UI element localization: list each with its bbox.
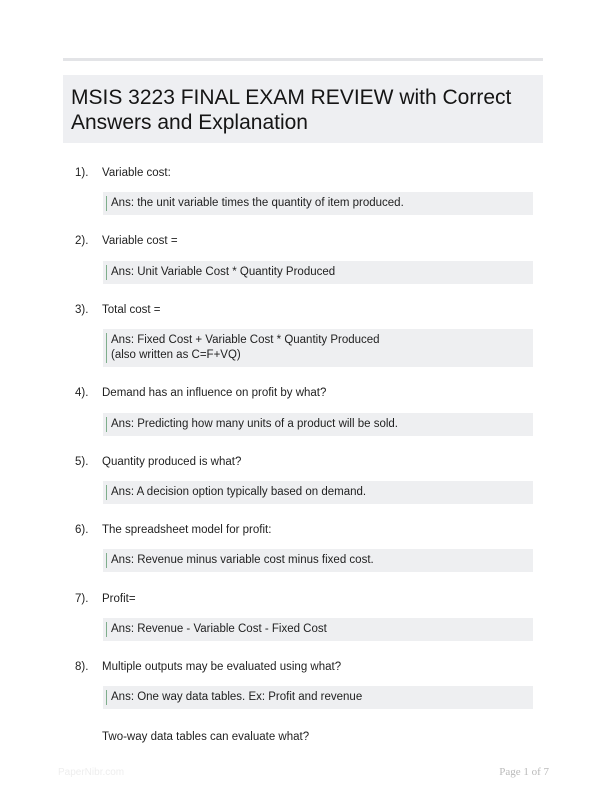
answer-box (103, 261, 533, 284)
top-divider (63, 58, 543, 61)
answer-box (103, 481, 533, 504)
answer-line: Ans: Revenue minus variable cost minus fixed cost. (111, 554, 374, 566)
document-title: MSIS 3223 FINAL EXAM REVIEW with Correct Answers and Explanation (71, 86, 512, 134)
answer-box (103, 329, 533, 367)
question-number: 5). (75, 456, 89, 468)
answer-line: Ans: Revenue - Variable Cost - Fixed Cost (111, 623, 327, 635)
question-number: 6). (75, 524, 89, 536)
question-number: 2). (75, 235, 89, 247)
answer-box (103, 549, 533, 572)
answer-line: Ans: Predicting how many units of a product will be sold. (111, 418, 399, 430)
answer-line: Ans: Fixed Cost + Variable Cost * Quantity Produced (111, 334, 380, 346)
title-banner (63, 75, 543, 143)
question-text: Demand has an influence on profit by what? (102, 387, 327, 399)
answer-line: Ans: Unit Variable Cost * Quantity Produced (111, 266, 336, 278)
page-indicator: Page 1 of 7 (499, 766, 549, 778)
question-text: Quantity produced is what? (102, 456, 242, 468)
answer-box (103, 192, 533, 215)
question-text: Two-way data tables can evaluate what? (102, 731, 310, 743)
question-number: 7). (75, 593, 89, 605)
question-text: Multiple outputs may be evaluated using what? (102, 661, 342, 673)
question-text: The spreadsheet model for profit: (102, 524, 272, 536)
answer-line: Ans: the unit variable times the quantity of item produced. (111, 197, 404, 209)
answer-line: (also written as C=F+VQ) (111, 349, 241, 361)
answer-box (103, 686, 533, 709)
question-text: Variable cost: (102, 167, 171, 179)
question-number: 3). (75, 304, 89, 316)
answer-line: Ans: One way data tables. Ex: Profit and revenue (111, 691, 363, 703)
question-number: 1). (75, 167, 89, 179)
footer-watermark: PaperNibr.com (58, 767, 125, 778)
answer-box (103, 618, 533, 641)
answer-box (103, 413, 533, 436)
question-number: 8). (75, 661, 89, 673)
answer-line: Ans: A decision option typically based on demand. (111, 486, 367, 498)
question-text: Total cost = (102, 304, 161, 316)
question-number: 4). (75, 387, 89, 399)
question-text: Profit= (102, 593, 136, 605)
question-text: Variable cost = (102, 235, 178, 247)
